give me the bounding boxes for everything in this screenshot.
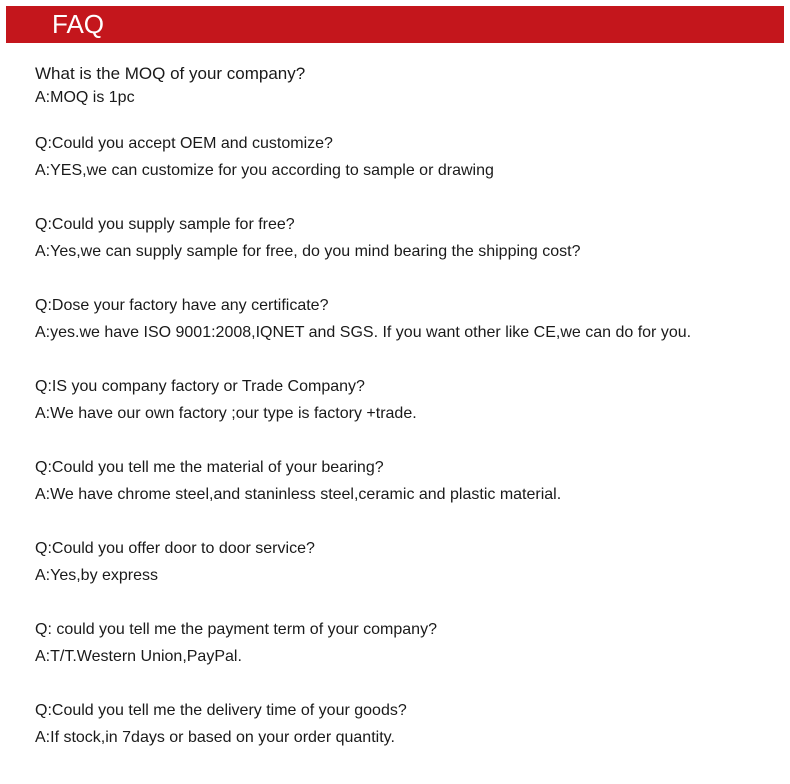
faq-question: Q:Could you accept OEM and customize? [35,135,333,152]
faq-question: What is the MOQ of your company? [35,64,306,83]
faq-answer: A:Yes,we can supply sample for free, do you mind bearing the shipping cost? [35,243,581,260]
faq-header-bar [6,6,784,43]
faq-answer: A:yes.we have ISO 9001:2008,IQNET and SGS. If you want other like CE,we can do for you. [35,324,692,341]
faq-answer: A:MOQ is 1pc [35,89,135,106]
faq-answer: A:T/T.Western Union,PayPal. [35,648,242,665]
faq-question: Q: could you tell me the payment term of your company? [35,621,437,638]
faq-answer: A:YES,we can customize for you according to sample or drawing [35,162,494,179]
faq-title: FAQ [52,9,105,39]
faq-question: Q:Could you tell me the delivery time of your goods? [35,702,407,719]
faq-question: Q:Could you offer door to door service? [35,540,315,557]
faq-question: Q:Dose your factory have any certificate? [35,297,329,314]
faq-answer: A:If stock,in 7days or based on your order quantity. [35,729,395,746]
faq-answer: A:We have our own factory ;our type is factory +trade. [35,405,417,422]
faq-answer: A:We have chrome steel,and staninless steel,ceramic and plastic material. [35,486,562,503]
faq-question: Q:Could you tell me the material of your bearing? [35,459,384,476]
faq-answer: A:Yes,by express [35,567,159,584]
faq-question: Q:IS you company factory or Trade Company? [35,378,365,395]
faq-question: Q:Could you supply sample for free? [35,216,295,233]
